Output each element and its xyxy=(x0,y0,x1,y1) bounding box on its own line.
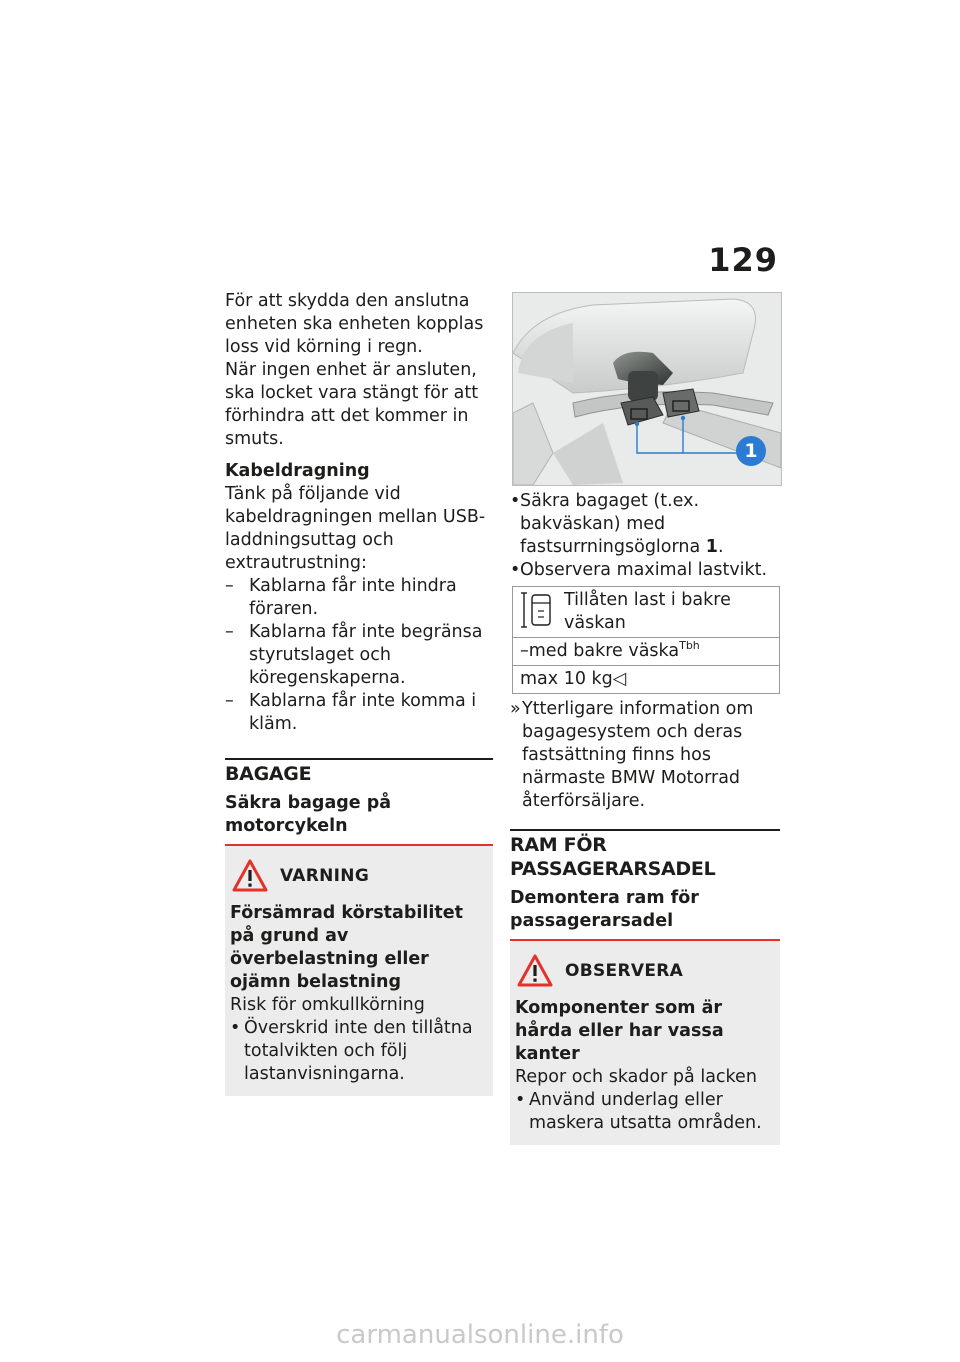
bullet-mark: • xyxy=(510,560,521,580)
notice-lead: Komponenter som är hårda eller har vassa kanter xyxy=(515,998,724,1064)
list-item-text: Kablarna får inte begränsa styrutslaget och köregenskaperna. xyxy=(249,622,483,688)
list-item-text: Kablarna får inte komma i kläm. xyxy=(249,691,477,734)
notice-box xyxy=(510,941,780,1145)
notice-header xyxy=(515,953,772,989)
dash-mark: – xyxy=(225,622,234,642)
section-divider xyxy=(225,758,493,786)
list-item xyxy=(225,690,493,736)
section-title-ram: RAM FÖR PASSAGERARSADEL xyxy=(510,834,716,880)
notice-risk: Repor och skador på lacken xyxy=(515,1067,757,1087)
warning-lead: Försämrad körstabilitet på grund av överbelastning eller ojämn belastning xyxy=(230,903,463,992)
list-item-suffix: . xyxy=(717,537,724,557)
section-subtitle: Demontera ram för passagerarsadel xyxy=(510,888,699,931)
section-title-bagage: BAGAGE xyxy=(225,763,312,785)
page-number: 129 xyxy=(708,241,778,279)
notice-bullet-text: Använd underlag eller maskera utsatta områden. xyxy=(529,1090,762,1133)
section-divider xyxy=(510,829,780,881)
info-item xyxy=(510,698,780,813)
list-item xyxy=(510,490,780,559)
notice-bullet xyxy=(515,1089,772,1135)
list-item-text: Observera maximal lastvikt. xyxy=(520,560,768,580)
list-item xyxy=(510,559,780,582)
table-row xyxy=(513,666,780,694)
load-weight-icon xyxy=(520,589,554,631)
warning-risk: Risk för omkullkörning xyxy=(230,995,425,1015)
spec-condition: –med bakre väska xyxy=(520,641,680,661)
spec-table xyxy=(512,586,780,694)
list-item xyxy=(225,621,493,690)
list-item xyxy=(225,575,493,621)
intro-paragraph-1: För att skydda den anslutna enheten ska enheten kopplas loss vid körning i regn. xyxy=(225,291,484,357)
warning-bullet-text: Överskrid inte den tillåtna totalvikten och följ lastanvisningarna. xyxy=(244,1018,473,1084)
watermark: carmanualsonline.info xyxy=(336,1320,624,1350)
cable-intro: Tänk på följande vid kabeldragningen mellan USB-laddningsuttag och extrautrustning: xyxy=(225,484,486,573)
bullet-mark: • xyxy=(510,491,521,511)
cable-heading: Kabeldragning xyxy=(225,461,370,481)
bullet-mark: • xyxy=(230,1018,241,1038)
warning-triangle-icon xyxy=(517,954,553,988)
option-superscript: Tbh xyxy=(679,639,700,653)
list-item-text: Kablarna får inte hindra föraren. xyxy=(249,576,457,619)
spec-title: Tillåten last i bakre väskan xyxy=(564,590,731,633)
section-subtitle: Säkra bagage på motorcykeln xyxy=(225,793,392,836)
info-mark: » xyxy=(510,699,521,719)
right-column xyxy=(510,292,780,1145)
warning-box xyxy=(225,846,493,1096)
warning-header xyxy=(230,858,485,894)
spec-header-cell xyxy=(513,587,780,638)
reference-number: 1 xyxy=(705,537,718,557)
warning-bullet xyxy=(230,1017,485,1086)
dash-mark: – xyxy=(225,576,234,596)
luggage-figure xyxy=(512,292,782,486)
table-cell xyxy=(513,638,780,666)
warning-title: VARNING xyxy=(280,865,370,886)
callout-badge xyxy=(736,436,766,466)
list-item-text: Säkra bagaget (t.ex. bakväskan) med fastsurrningsöglorna xyxy=(520,491,706,557)
table-row xyxy=(513,587,780,638)
dash-mark: – xyxy=(225,691,234,711)
left-column xyxy=(225,290,493,1096)
callout-number: 1 xyxy=(744,440,758,462)
table-cell: max 10 kg◁ xyxy=(513,666,780,694)
intro-paragraph-2: När ingen enhet är ansluten, ska locket vara stängt för att förhindra att det kommer in smuts. xyxy=(225,360,479,449)
warning-triangle-icon xyxy=(232,859,268,893)
notice-title: OBSERVERA xyxy=(565,960,684,981)
bullet-mark: • xyxy=(515,1090,526,1110)
info-text: Ytterligare information om bagagesystem och deras fastsättning finns hos närmaste BMW Motorrad återförsäljare. xyxy=(522,699,754,811)
table-row xyxy=(513,638,780,666)
